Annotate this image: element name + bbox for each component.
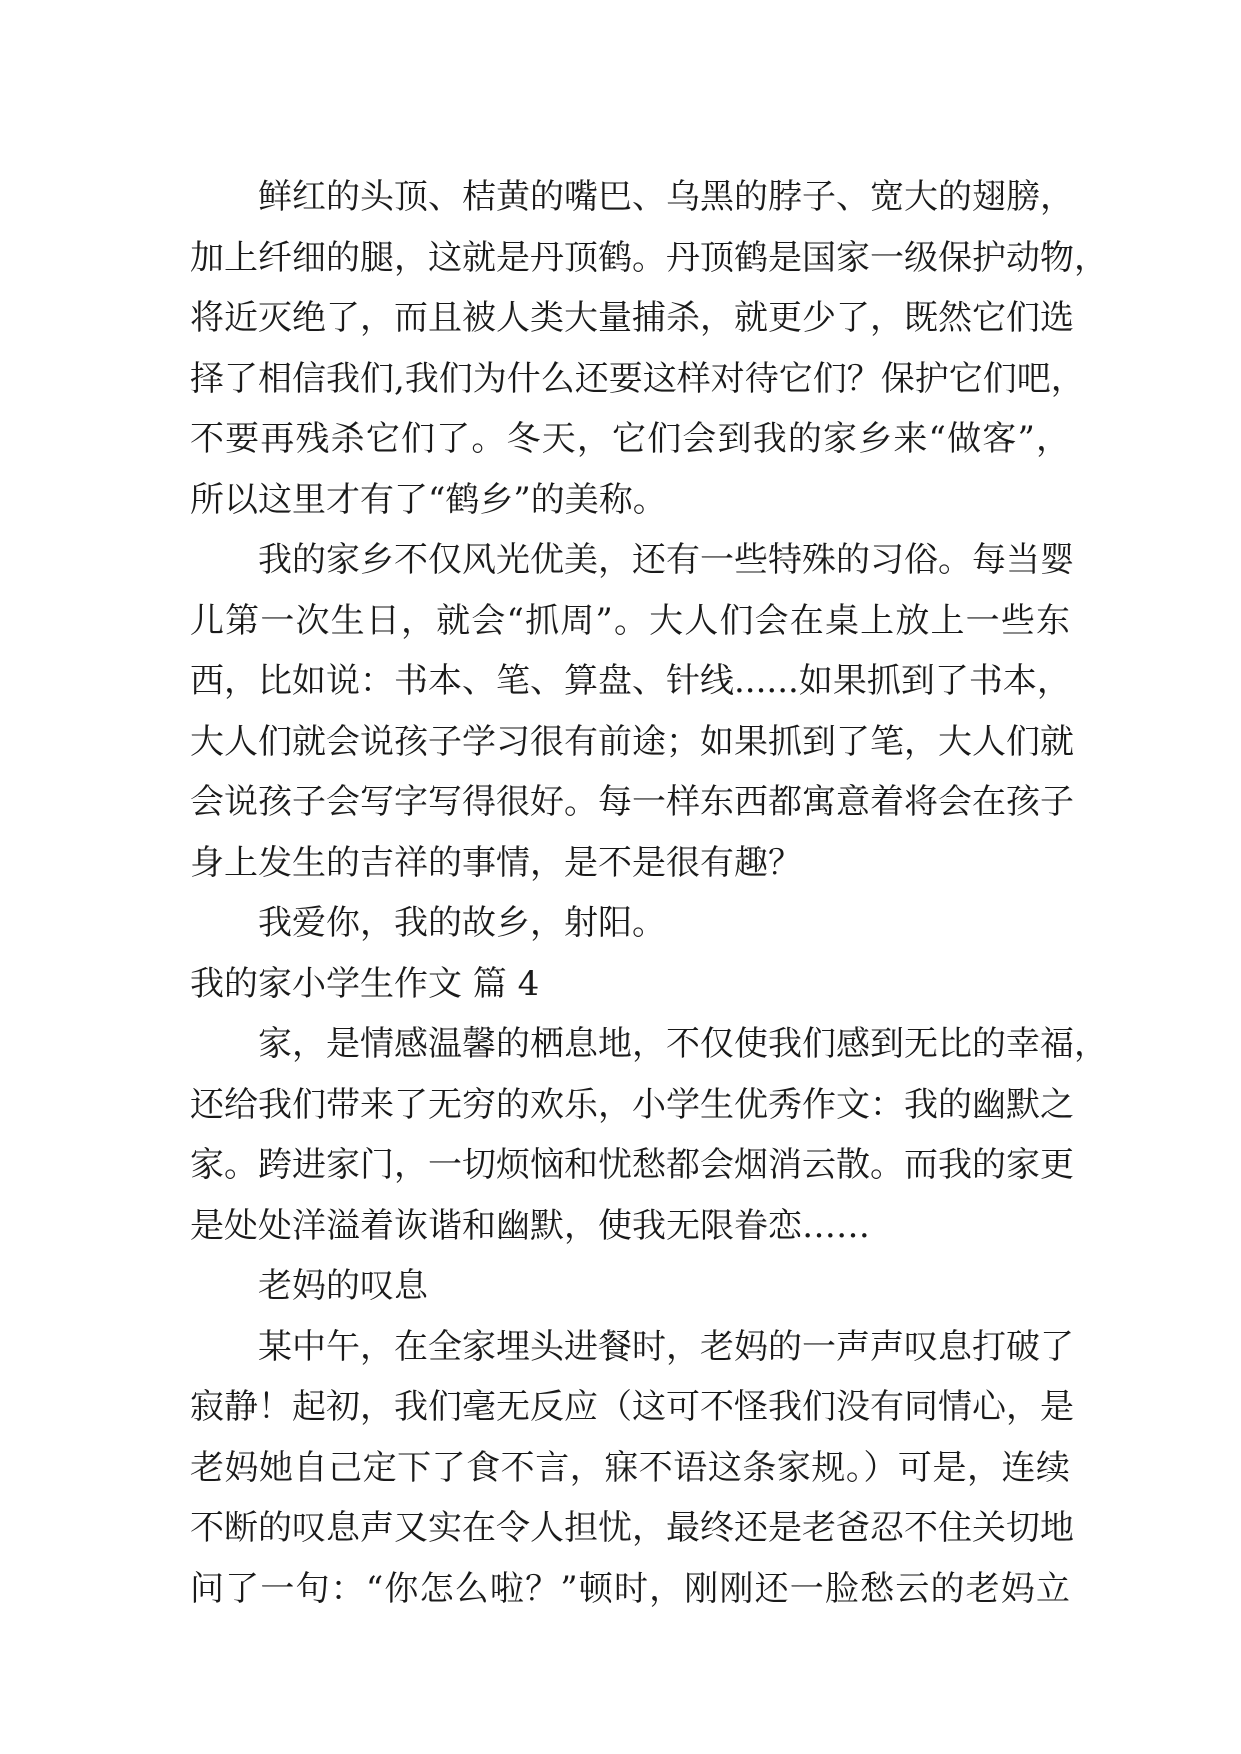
text-line: 儿第一次生日，就会“抓周”。大人们会在桌上放上一些东 (190, 601, 1070, 641)
text-line: 西，比如说：书本、笔、算盘、针线......如果抓到了书本， (190, 661, 1071, 701)
text-line: 鲜红的头顶、桔黄的嘴巴、乌黑的脖子、宽大的翅膀， (258, 177, 1074, 217)
text-line: 家。跨进家门，一切烦恼和忧愁都会烟消云散。而我的家更 (190, 1145, 1074, 1185)
text-line: 是处处洋溢着诙谐和幽默，使我无限眷恋…… (190, 1206, 870, 1246)
text-line: 某中午，在全家埋头进餐时，老妈的一声声叹息打破了 (258, 1327, 1074, 1367)
text-line: 家，是情感温馨的栖息地，不仅使我们感到无比的幸福， (258, 1024, 1108, 1064)
text-line: 我的家乡不仅风光优美，还有一些特殊的习俗。每当婴 (258, 540, 1074, 580)
text-line: 寂静！起初，我们毫无反应（这可不怪我们没有同情心，是 (190, 1387, 1074, 1427)
text-line: 老妈她自己定下了食不言，寐不语这条家规。）可是，连续 (190, 1448, 1070, 1488)
text-line: 我爱你，我的故乡，射阳。 (258, 903, 666, 943)
text-line: 所以这里才有了“鹤乡”的美称。 (190, 480, 667, 520)
text-line: 不要再残杀它们了。冬天，它们会到我的家乡来“做客”， (190, 419, 1070, 459)
section-heading: 我的家小学生作文 篇 4 (190, 964, 540, 1004)
text-line: 择了相信我们,我们为什么还要这样对待它们？保护它们吧， (190, 359, 1085, 399)
text-line: 还给我们带来了无穷的欢乐，小学生优秀作文：我的幽默之 (190, 1085, 1074, 1125)
text-line: 老妈的叹息 (258, 1266, 428, 1306)
text-line: 身上发生的吉祥的事情，是不是很有趣？ (190, 843, 802, 883)
text-line: 大人们就会说孩子学习很有前途；如果抓到了笔，大人们就 (190, 722, 1074, 762)
text-line: 会说孩子会写字写得很好。每一样东西都寓意着将会在孩子 (190, 782, 1074, 822)
text-line: 不断的叹息声又实在令人担忧，最终还是老爸忍不住关切地 (190, 1508, 1074, 1548)
text-line: 问了一句：“你怎么啦？”顿时，刚刚还一脸愁云的老妈立 (190, 1569, 1070, 1609)
text-line: 加上纤细的腿，这就是丹顶鹤。丹顶鹤是国家一级保护动物， (190, 238, 1108, 278)
text-line: 将近灭绝了，而且被人类大量捕杀，就更少了，既然它们选 (190, 298, 1074, 338)
